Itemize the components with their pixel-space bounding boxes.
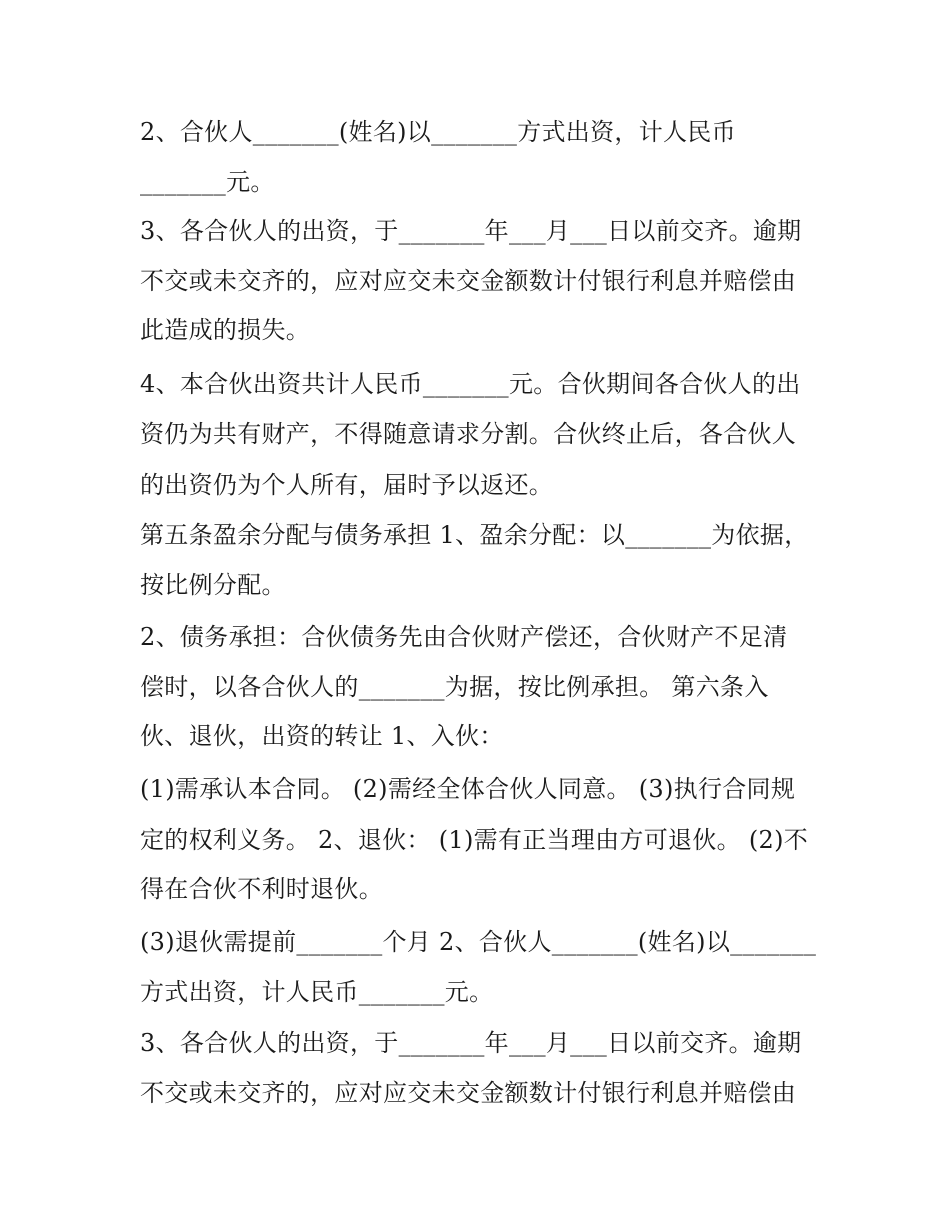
text-line: 得在合伙不利时退伙。	[140, 875, 383, 903]
text-line: 按比例分配。	[140, 571, 286, 599]
text-line: 定的权利义务。 2、退伙： (1)需有正当理由方可退伙。 (2)不	[140, 826, 809, 854]
text-line: 2、合伙人_______(姓名)以_______方式出资，计人民币	[140, 118, 736, 146]
text-line: 的出资仍为个人所有，届时予以返还。	[140, 471, 554, 499]
text-line: 不交或未交齐的，应对应交未交金额数计付银行利息并赔偿由	[140, 267, 797, 295]
text-line: _______元。	[140, 168, 275, 196]
text-line: (1)需承认本合同。 (2)需经全体合伙人同意。 (3)执行合同规	[140, 775, 796, 803]
text-line: (3)退伙需提前_______个月 2、合伙人_______(姓名)以_______	[140, 928, 817, 956]
text-line: 3、各合伙人的出资，于_______年___月___日以前交齐。逾期	[140, 1029, 802, 1057]
text-line: 不交或未交齐的，应对应交未交金额数计付银行利息并赔偿由	[140, 1079, 797, 1107]
text-line: 3、各合伙人的出资，于_______年___月___日以前交齐。逾期	[140, 217, 802, 245]
text-line: 方式出资，计人民币_______元。	[140, 978, 494, 1006]
text-line: 偿时，以各合伙人的_______为据，按比例承担。 第六条入	[140, 673, 769, 701]
text-line: 第五条盈余分配与债务承担 1、盈余分配：以_______为依据，	[140, 521, 809, 549]
text-line: 此造成的损失。	[140, 316, 311, 344]
text-line: 资仍为共有财产，不得随意请求分割。合伙终止后，各合伙人	[140, 420, 797, 448]
text-line: 4、本合伙出资共计人民币_______元。合伙期间各合伙人的出	[140, 370, 801, 398]
text-line: 伙、退伙，出资的转让 1、入伙：	[140, 722, 504, 750]
text-line: 2、债务承担：合伙债务先由合伙财产偿还，合伙财产不足清	[140, 623, 788, 651]
